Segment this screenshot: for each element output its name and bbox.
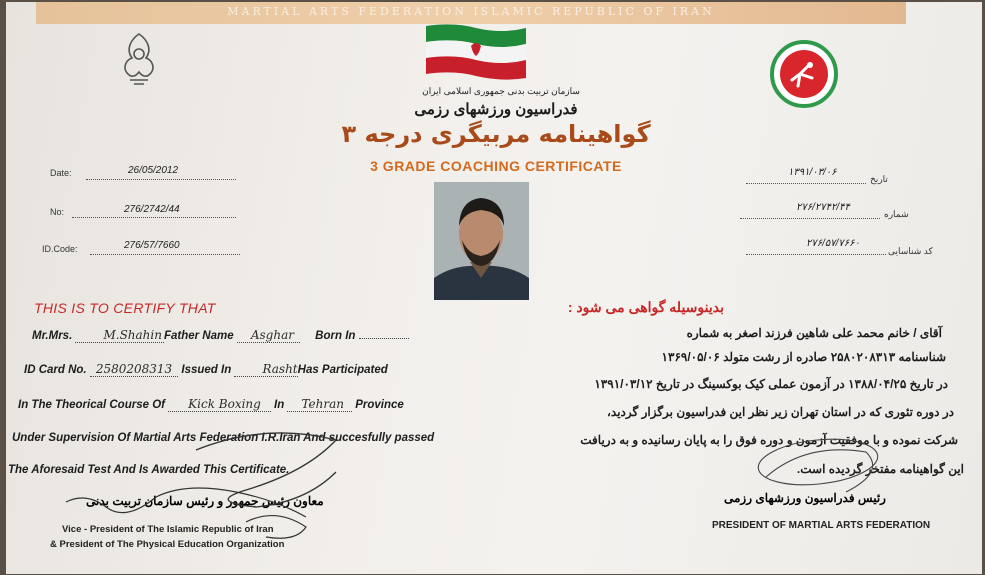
- persian-line-6: این گواهینامه مفتخر گردیده است.: [796, 462, 964, 476]
- date-label: Date:: [50, 168, 72, 178]
- persian-line-4: در دوره تئوری که در استان تهران زیر نظر این فدراسیون برگزار گردید،: [607, 405, 954, 419]
- right-signer-title-en: PRESIDENT OF MARTIAL ARTS FEDERATION: [712, 520, 931, 531]
- id-card-label: ID Card No.: [24, 364, 87, 376]
- certificate-title-en: 3 GRADE COACHING CERTIFICATE: [370, 158, 622, 174]
- certificate: [6, 2, 982, 574]
- date-value: 26/05/2012: [128, 165, 179, 176]
- date-fa-label: تاریخ: [870, 174, 888, 184]
- province-value: Tehran: [301, 397, 345, 411]
- id-card-value: 2580208313: [95, 362, 173, 376]
- certify-heading: THIS IS TO CERTIFY THAT: [34, 300, 216, 316]
- holder-name-value: M.Shahin: [103, 328, 162, 342]
- province-label: Province: [355, 399, 404, 411]
- persian-line-2: شناسنامه ۲۵۸۰۲۰۸۳۱۳ صادره از رشت متولد ۱۳۶۹/۰۵/۰۶: [661, 350, 946, 364]
- awarded-line: The Aforesaid Test And Is Awarded This Certificate.: [8, 464, 290, 476]
- born-in-label: Born In: [315, 330, 356, 342]
- persian-heading: بدینوسیله گواهی می شود :: [567, 299, 724, 315]
- persian-line-5: شرکت نموده و با موفقیت آزمون و دوره فوق را به پایان رسانیده و به دریافت: [580, 433, 958, 447]
- persian-line-1: آقای / خانم محمد علی شاهین فرزند اصغر به شماره: [686, 326, 942, 340]
- federation-name-fa: فدراسیون ورزشهای رزمی: [414, 101, 578, 118]
- no-value: 276/2742/44: [124, 204, 180, 215]
- date-fa-value: ۱۳۹۱/۰۳/۰۶: [788, 167, 837, 178]
- mr-mrs-label: Mr.Mrs.: [32, 330, 73, 342]
- certificate-title-fa: گواهینامه مربیگری درجه ۳: [341, 120, 651, 148]
- has-participated-label: Has Participated: [297, 364, 388, 376]
- no-label: No:: [50, 207, 65, 217]
- course-value: Kick Boxing: [188, 397, 261, 411]
- right-signer-title-fa: رئیس فدراسیون ورزشهای رزمی: [724, 491, 886, 505]
- handwritten-signatures: [6, 2, 982, 574]
- father-name-label: Father Name: [163, 330, 234, 342]
- persian-line-3: در تاریخ ۱۳۸۸/۰۴/۲۵ در آزمون عملی کیک بوکسینگ در تاریخ ۱۳۹۱/۰۳/۱۲: [594, 377, 948, 391]
- top-band: MARTIAL ARTS FEDERATION ISLAMIC REPUBLIC OF IRAN: [36, 2, 906, 24]
- supervision-line: Under Supervision Of Martial Arts Federation I.R.Iran And succesfully passed: [12, 432, 435, 444]
- left-signer-title-fa: معاون رئیس جمهور و رئیس سازمان تربیت بدنی: [86, 494, 324, 508]
- no-fa-label: شماره: [884, 209, 909, 219]
- id-code-value: 276/57/7660: [124, 240, 180, 251]
- org-name-fa: سازمان تربیت بدنی جمهوری اسلامی ایران: [422, 86, 580, 96]
- father-name-value: Asghar: [250, 328, 294, 342]
- issued-in-label: Issued In: [181, 364, 232, 376]
- left-signer-title-en-1: Vice - President of The Islamic Republic of Iran: [62, 524, 274, 535]
- issued-in-value: Rasht: [262, 362, 298, 376]
- course-label: In The Theorical Course Of: [18, 399, 165, 411]
- left-signer-title-en-2: & President of The Physical Education Organization: [50, 539, 285, 550]
- id-fa-label: کد شناسایی: [888, 246, 933, 256]
- id-fa-value: ۲۷۶/۵۷/۷۶۶۰: [806, 238, 860, 249]
- id-code-label: ID.Code:: [42, 244, 78, 254]
- in-label: In: [274, 399, 285, 411]
- no-fa-value: ۲۷۶/۲۷۴۲/۴۴: [796, 202, 850, 213]
